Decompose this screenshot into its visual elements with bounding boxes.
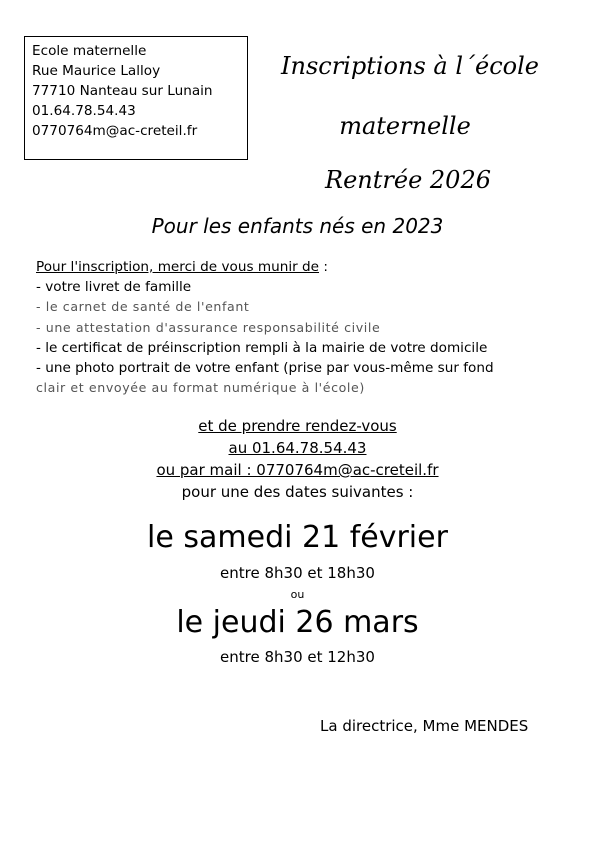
contact-line-email[interactable]: ou par mail : 0770764m@ac-creteil.fr: [156, 461, 439, 479]
documents-intro-underlined: Pour l'inscription, merci de vous munir de: [36, 259, 320, 275]
address-line-street: Rue Maurice Lalloy: [32, 63, 161, 79]
date-thursday: le jeudi 26 mars: [176, 605, 419, 640]
school-address-box: [24, 36, 248, 160]
address-line-city: 77710 Nanteau sur Lunain: [32, 83, 213, 99]
contact-line-phone[interactable]: au 01.64.78.54.43: [228, 439, 367, 457]
date-saturday: le samedi 21 février: [147, 520, 448, 555]
hours-thursday: entre 8h30 et 12h30: [220, 648, 375, 666]
list-item: - votre livret de famille: [36, 279, 192, 296]
address-line-name: Ecole maternelle: [32, 43, 147, 59]
address-line-phone: 01.64.78.54.43: [32, 103, 136, 119]
documents-intro: [36, 257, 576, 277]
signature: La directrice, Mme MENDES: [320, 717, 529, 735]
date-separator-or: ou: [290, 588, 305, 601]
title-line-3: Rentrée 2026: [325, 166, 491, 194]
title-line-1: Inscriptions à l´école: [281, 52, 539, 80]
contact-line-dates-intro: pour une des dates suivantes :: [181, 483, 414, 501]
hours-saturday: entre 8h30 et 18h30: [220, 564, 375, 582]
list-item: - le certificat de préinscription rempli à la mairie de votre domicile: [36, 339, 488, 356]
title-line-2: maternelle: [339, 112, 471, 140]
documents-list: [36, 257, 576, 398]
page-subtitle: Pour les enfants nés en 2023: [151, 214, 444, 238]
list-item: - une photo portrait de votre enfant (prise par vous-même sur fond: [36, 360, 494, 377]
contact-line-appointment: et de prendre rendez-vous: [198, 417, 397, 435]
list-item: - une attestation d'assurance responsabilité civile: [36, 319, 381, 335]
list-item: clair et envoyée au format numérique à l'école): [36, 380, 365, 396]
contact-block: [0, 415, 595, 503]
documents-intro-suffix: :: [319, 259, 328, 275]
list-item: - le carnet de santé de l'enfant: [36, 299, 250, 315]
address-line-email: 0770764m@ac-creteil.fr: [32, 123, 198, 139]
